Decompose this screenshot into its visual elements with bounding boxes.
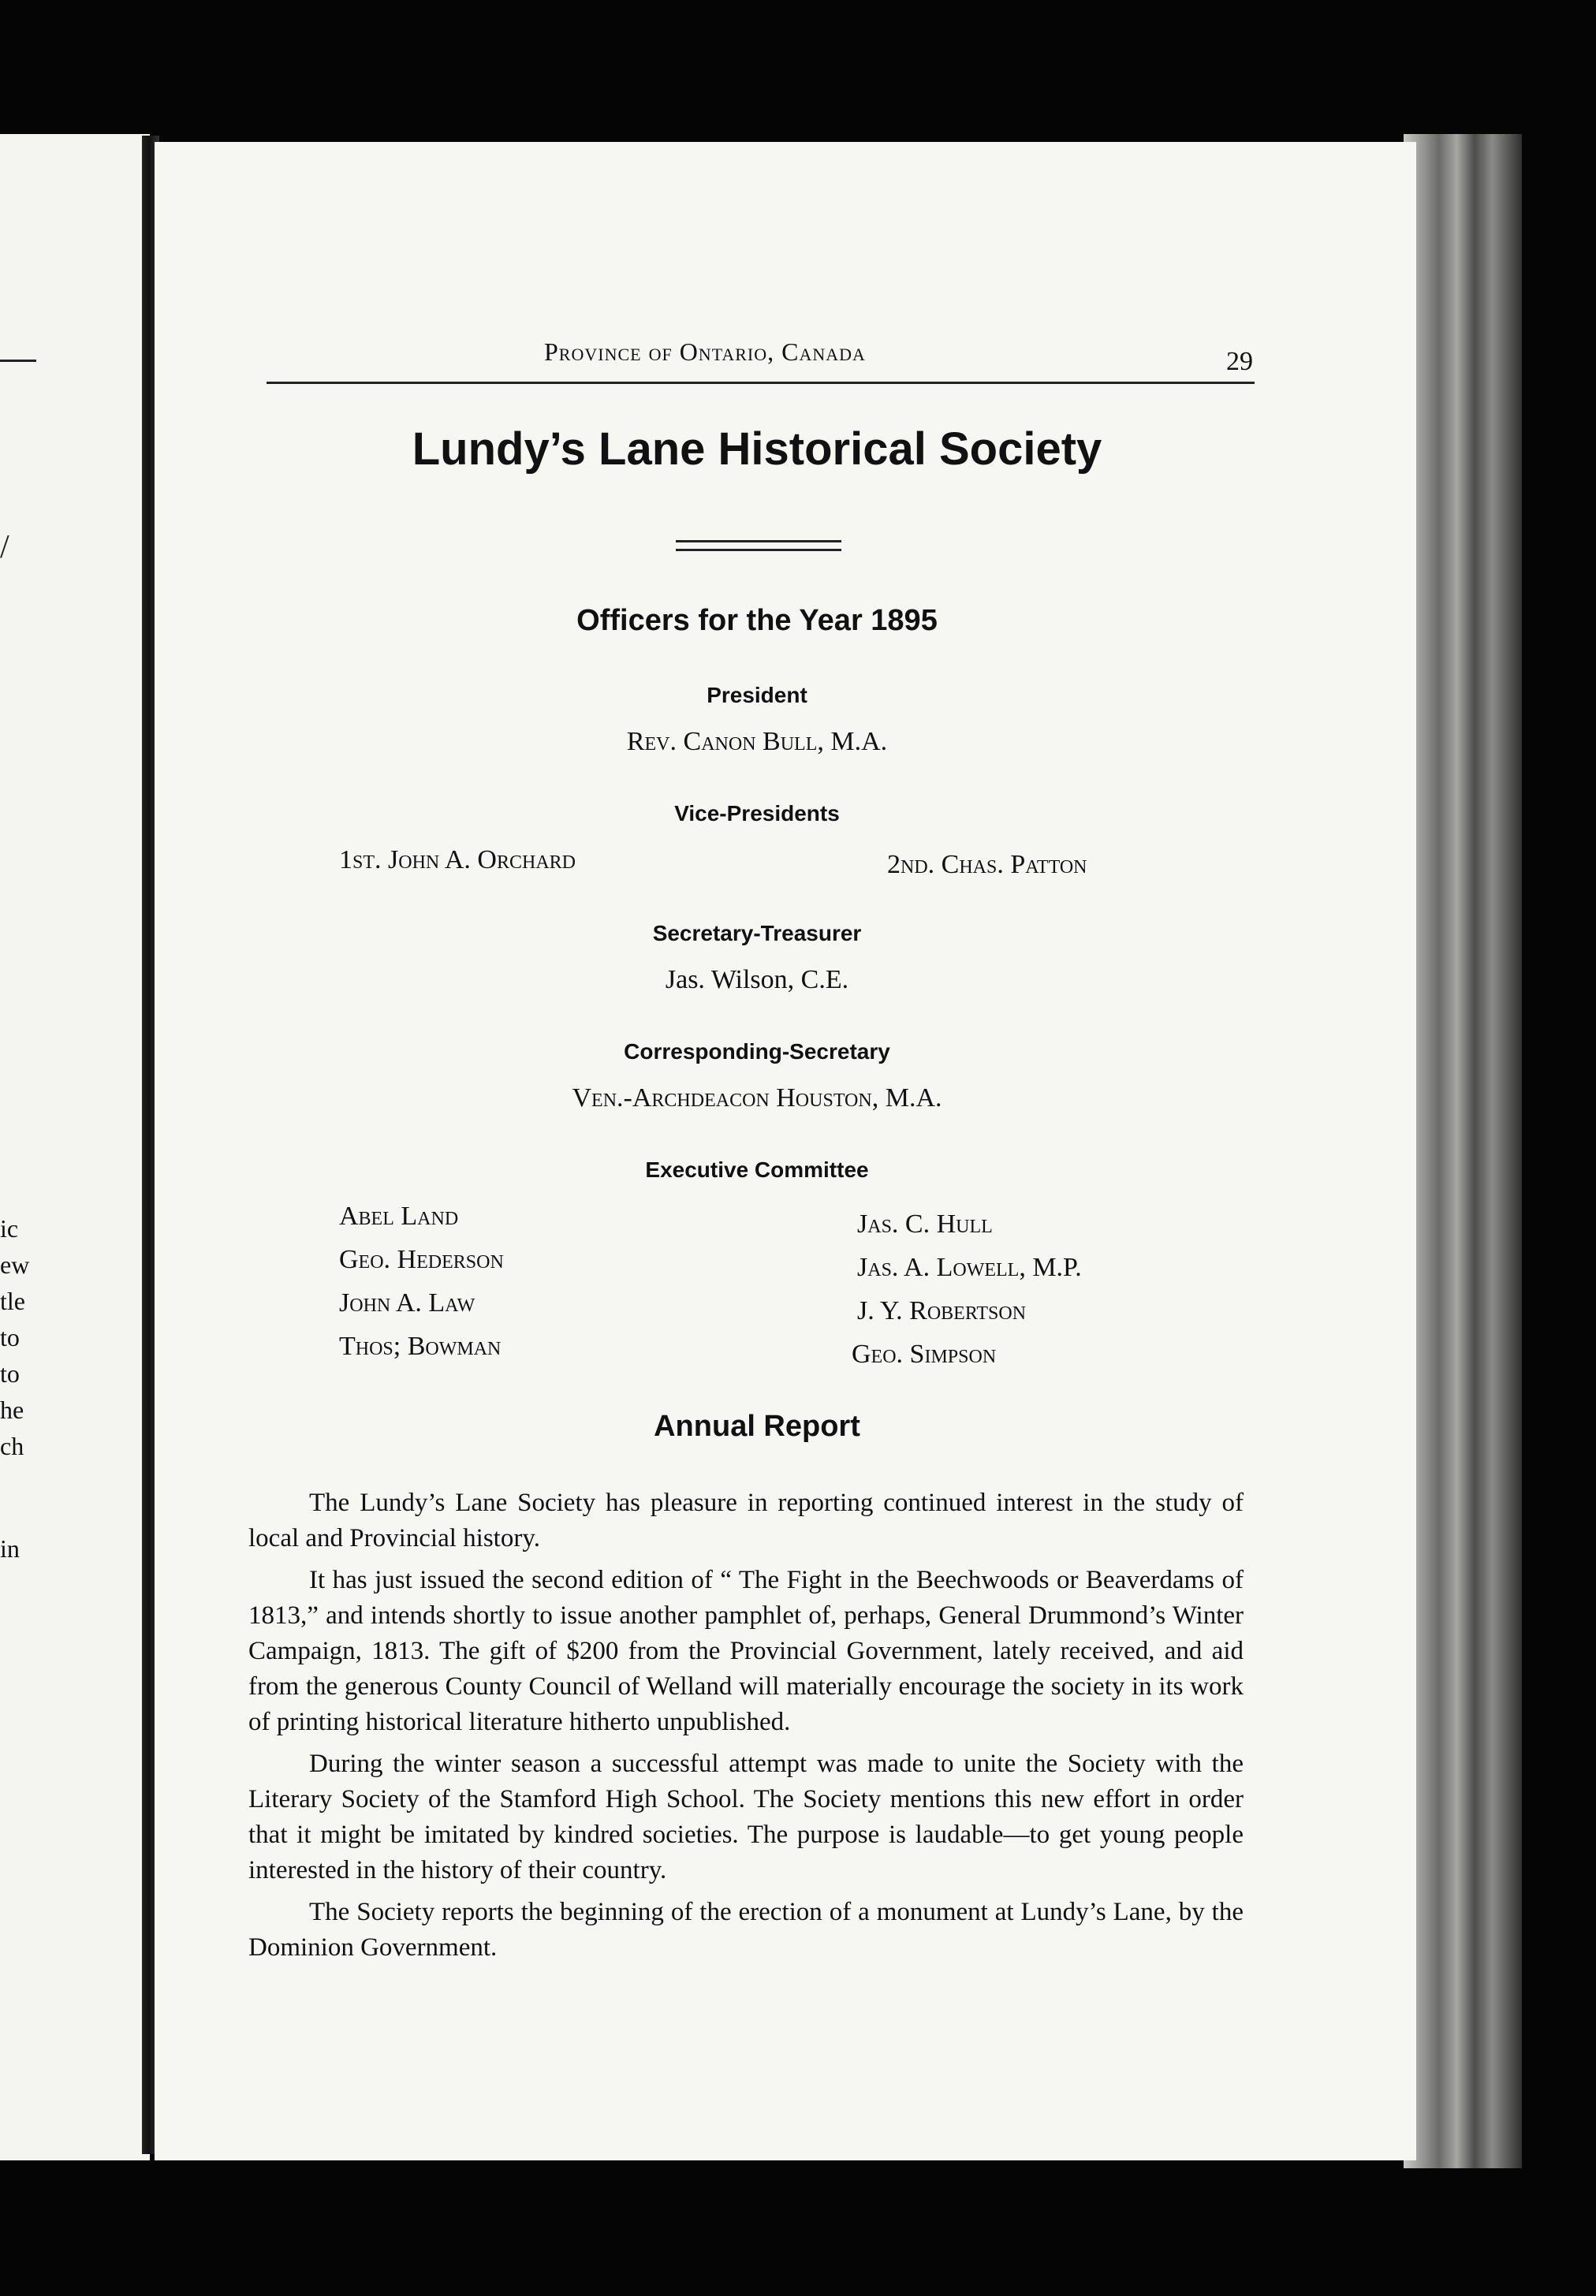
secretary-treasurer-name: Jas. Wilson, C.E. bbox=[665, 965, 849, 994]
ornament-rule-top bbox=[676, 540, 841, 542]
president-name: Rev. Canon Bull, M.A. bbox=[626, 727, 888, 756]
committee-member: Thos; Bowman bbox=[339, 1332, 502, 1361]
left-page-fragment: to bbox=[0, 1359, 20, 1388]
committee-member: Geo. Simpson bbox=[852, 1340, 997, 1369]
vice-presidents-label: Vice-Presidents bbox=[674, 801, 840, 826]
secretary-treasurer-label: Secretary-Treasurer bbox=[652, 921, 862, 945]
president-label: President bbox=[707, 683, 807, 707]
committee-member: Abel Land bbox=[339, 1202, 459, 1231]
page-number: 29 bbox=[1226, 347, 1253, 376]
committee-member: Jas. C. Hull bbox=[857, 1210, 993, 1239]
corresponding-secretary-label: Corresponding-Secretary bbox=[624, 1039, 890, 1064]
left-page-glyph: / bbox=[0, 529, 9, 565]
running-head: Province of Ontario, Canada bbox=[544, 337, 866, 366]
report-paragraph: It has just issued the second edition of “ The Fight in the Beechwoods or Beaverdams of 1813,” and intends shortly to issue another pamphlet of, perhaps, General Drummond’s Winter Campaign, 1813. The gift of $200 from the Provincial Government, lately received, and aid from the generous County Council of Welland will materially encourage the society in its work of printing historical literature hitherto unpublished. bbox=[248, 1566, 1244, 1736]
executive-committee-label: Executive Committee bbox=[645, 1157, 869, 1182]
left-facing-page bbox=[0, 134, 150, 2160]
left-page-fragment: in bbox=[0, 1534, 20, 1563]
page-edges bbox=[1404, 134, 1522, 2168]
left-page-fragment: to bbox=[0, 1323, 20, 1351]
committee-member: Jas. A. Lowell, M.P. bbox=[857, 1253, 1082, 1282]
annual-report-body bbox=[248, 1485, 1244, 1972]
left-page-fragment: ch bbox=[0, 1432, 24, 1460]
report-paragraph: The Society reports the beginning of the erection of a monument at Lundy’s Lane, by the Dominion Government. bbox=[248, 1898, 1244, 1962]
left-page-rule bbox=[0, 360, 36, 362]
vice-president-second: 2nd. Chas. Patton bbox=[887, 850, 1087, 879]
page-title: Lundy’s Lane Historical Society bbox=[412, 423, 1102, 475]
left-page-fragment: he bbox=[0, 1396, 24, 1424]
left-page-fragment: ic bbox=[0, 1214, 19, 1243]
committee-member: Geo. Hederson bbox=[339, 1245, 504, 1274]
ornament-rule-bottom bbox=[676, 549, 841, 551]
vice-president-first: 1st. John A. Orchard bbox=[339, 845, 576, 874]
committee-member: John A. Law bbox=[339, 1288, 475, 1318]
committee-member: J. Y. Robertson bbox=[857, 1296, 1027, 1325]
annual-report-heading: Annual Report bbox=[654, 1410, 860, 1443]
corresponding-secretary-name: Ven.-Archdeacon Houston, M.A. bbox=[572, 1083, 942, 1113]
left-page-fragment: ew bbox=[0, 1250, 30, 1279]
report-paragraph: The Lundy’s Lane Society has pleasure in reporting continued interest in the study of local and Provincial history. bbox=[248, 1489, 1244, 1552]
officers-heading: Officers for the Year 1895 bbox=[576, 604, 938, 637]
report-paragraph: During the winter season a successful attempt was made to unite the Society with the Literary Society of the Stamford High School. The Society mentions this new effort in order that it might be imitated by kindred societies. The purpose is laudable—to get young people interested in the history of their country. bbox=[248, 1750, 1244, 1884]
left-page-fragment: tle bbox=[0, 1287, 25, 1315]
header-rule bbox=[267, 382, 1255, 384]
